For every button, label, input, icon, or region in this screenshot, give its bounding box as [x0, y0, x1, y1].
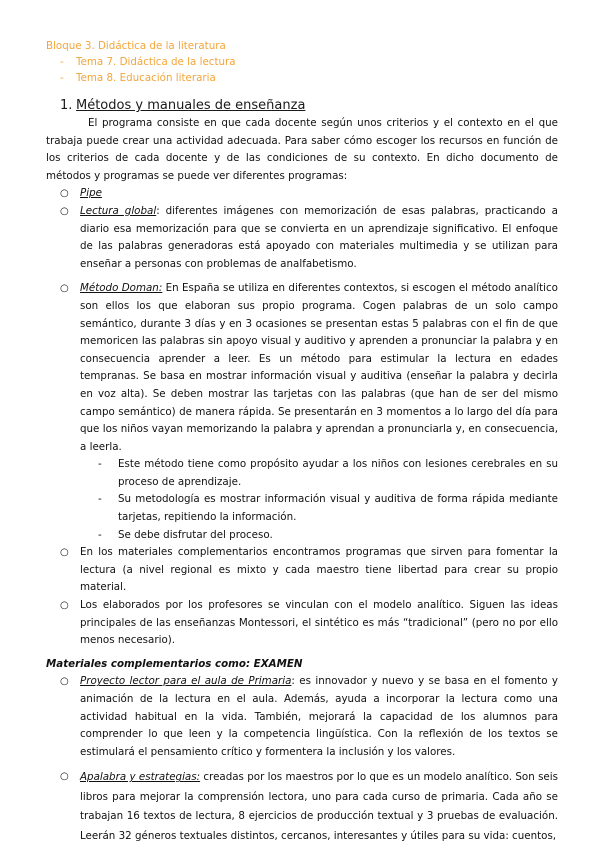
- dash-marker: -: [98, 493, 102, 506]
- elaborados-text: Los elaborados por los profesores se vinculan con el modelo analítico. Siguen las ideas principales de las enseñanzas Montessori, el sintético es más “tradicional” (pero no por ello menos necesario).: [80, 599, 558, 647]
- circle-bullet-icon: ○: [60, 600, 69, 612]
- tema-7-label: Tema 7. Didáctica de la lectura: [76, 56, 236, 68]
- proyecto-lector-term: Proyecto lector para el aula de Primaria: [80, 675, 292, 688]
- list-item-apalabra: [46, 768, 558, 846]
- dash-marker: -: [60, 56, 64, 68]
- doman-sub-text: Este método tiene como propósito ayudar a los niños con lesiones cerebrales en su proceso de aprendizaje.: [118, 458, 558, 488]
- circle-bullet-icon: ○: [60, 205, 69, 217]
- list-item-elaborados: [46, 597, 558, 650]
- list-item-complementarios: [46, 544, 558, 597]
- dash-marker: -: [98, 528, 102, 541]
- dash-marker: -: [60, 72, 64, 84]
- bloque-heading: Bloque 3. Didáctica de la literatura: [46, 40, 226, 52]
- circle-bullet-icon: ○: [60, 283, 69, 295]
- complementarios-text: En los materiales complementarios encontramos programas que sirven para fomentar la lectura (a nivel regional es mixto y cada maestro tiene libertad para crear su propio material.: [80, 546, 558, 594]
- tema-7-line: [46, 54, 558, 70]
- pipe-term: Pipe: [80, 187, 102, 200]
- lectura-global-term: Lectura global: [80, 204, 157, 217]
- tema-8-line: [46, 70, 558, 86]
- section-title: Métodos y manuales de enseñanza: [76, 98, 306, 113]
- metodo-doman-term: Método Doman:: [80, 282, 163, 295]
- materials-heading: Materiales complementarios como: EXAMEN: [46, 657, 303, 670]
- dash-marker: -: [98, 458, 102, 471]
- circle-bullet-icon: ○: [60, 771, 69, 783]
- circle-bullet-icon: ○: [60, 676, 69, 688]
- circle-bullet-icon: ○: [60, 188, 69, 200]
- doman-sub-item: [46, 456, 558, 491]
- list-item-proyecto-lector: [46, 673, 558, 761]
- proyecto-lector-text: : es innovador y nuevo y se basa en el fomento y animación de la lectura en el aula. Además, ayuda a incorporar la lectura como una actividad habitual en la vida. También, mejorará la capacidad de los alumnos para comprender lo que leen y la competencia lingüística. Con la reflexión de los textos se estimulará el pensamiento crítico y formentera la inclusión y los valores.: [80, 675, 558, 758]
- apalabra-term: Apalabra y estrategias:: [80, 771, 201, 784]
- intro-paragraph: El programa consiste en que cada docente según unos criterios y el contexto en el que trabaja puede crear una actividad adecuada. Para saber cómo escoger los recursos en función de los criterios de cada docente y de las condiciones de su contexto. En dicho documento de métodos y programas se puede ver diferentes programas:: [46, 117, 558, 182]
- list-item-metodo-doman: [46, 280, 558, 456]
- tema-8-label: Tema 8. Educación literaria: [76, 72, 216, 84]
- doman-sub-text: Su metodología es mostrar información visual y auditiva de forma rápida mediante tarjetas, repitiendo la información.: [118, 493, 558, 524]
- doman-sub-item: [46, 527, 558, 545]
- list-item-lectura-global: [46, 203, 558, 273]
- metodo-doman-text: En España se utiliza en diferentes contextos, si escogen el método analítico son ellos los que elaboran sus propio programa. Cogen palabras de un solo campo semántico, durante 3 días y en 3 ocasiones se presentan estas 5 palabras con el fin de que memoricen las palabras sin apoyo visual y auditivo y aprenden a pronunciar la palabra y en consecuencia aprender a leer. Es un método para estimular la lectura en edades tempranas. Se basa en mostrar información visual y auditiva (enseñar la palabra y decirla en voz alta). Se deben mostrar las tarjetas con las palabras (que han de ser del mismo campo semántico) de manera rápida. Se presentarán en 3 momentos a lo largo del día para que los niños vayan memorizando la palabra y aprendan a pronunciarla y, en consecuencia, a leerla.: [80, 282, 558, 453]
- section-heading: [46, 96, 558, 115]
- doman-sub-text: Se debe disfrutar del proceso.: [118, 528, 273, 541]
- apalabra-text: creadas por los maestros por lo que es un modelo analítico. Son seis libros para mejorar la comprensión lectora, uno para cada curso de primaria. Cada año se trabajan 16 textos de lectura, 8 ejercicios de producción textual y 3 pruebas de evaluación. Leerán 32 géneros textuales distintos, cercanos, interesantes y útiles para su vida: cuentos,: [80, 771, 558, 842]
- circle-bullet-icon: ○: [60, 547, 69, 559]
- doman-sub-item: [46, 491, 558, 526]
- list-item-pipe: [46, 185, 558, 203]
- section-number: 1.: [60, 98, 73, 113]
- lectura-global-text: : diferentes imágenes con memorización de esas palabras, practicando a diario esa memorización para que se convierta en un aprendizaje significativo. El enfoque de las palabras generadoras está apoyado con materiales multimedia y se utilizan para enseñar a personas con problemas de analfabetismo.: [80, 204, 558, 270]
